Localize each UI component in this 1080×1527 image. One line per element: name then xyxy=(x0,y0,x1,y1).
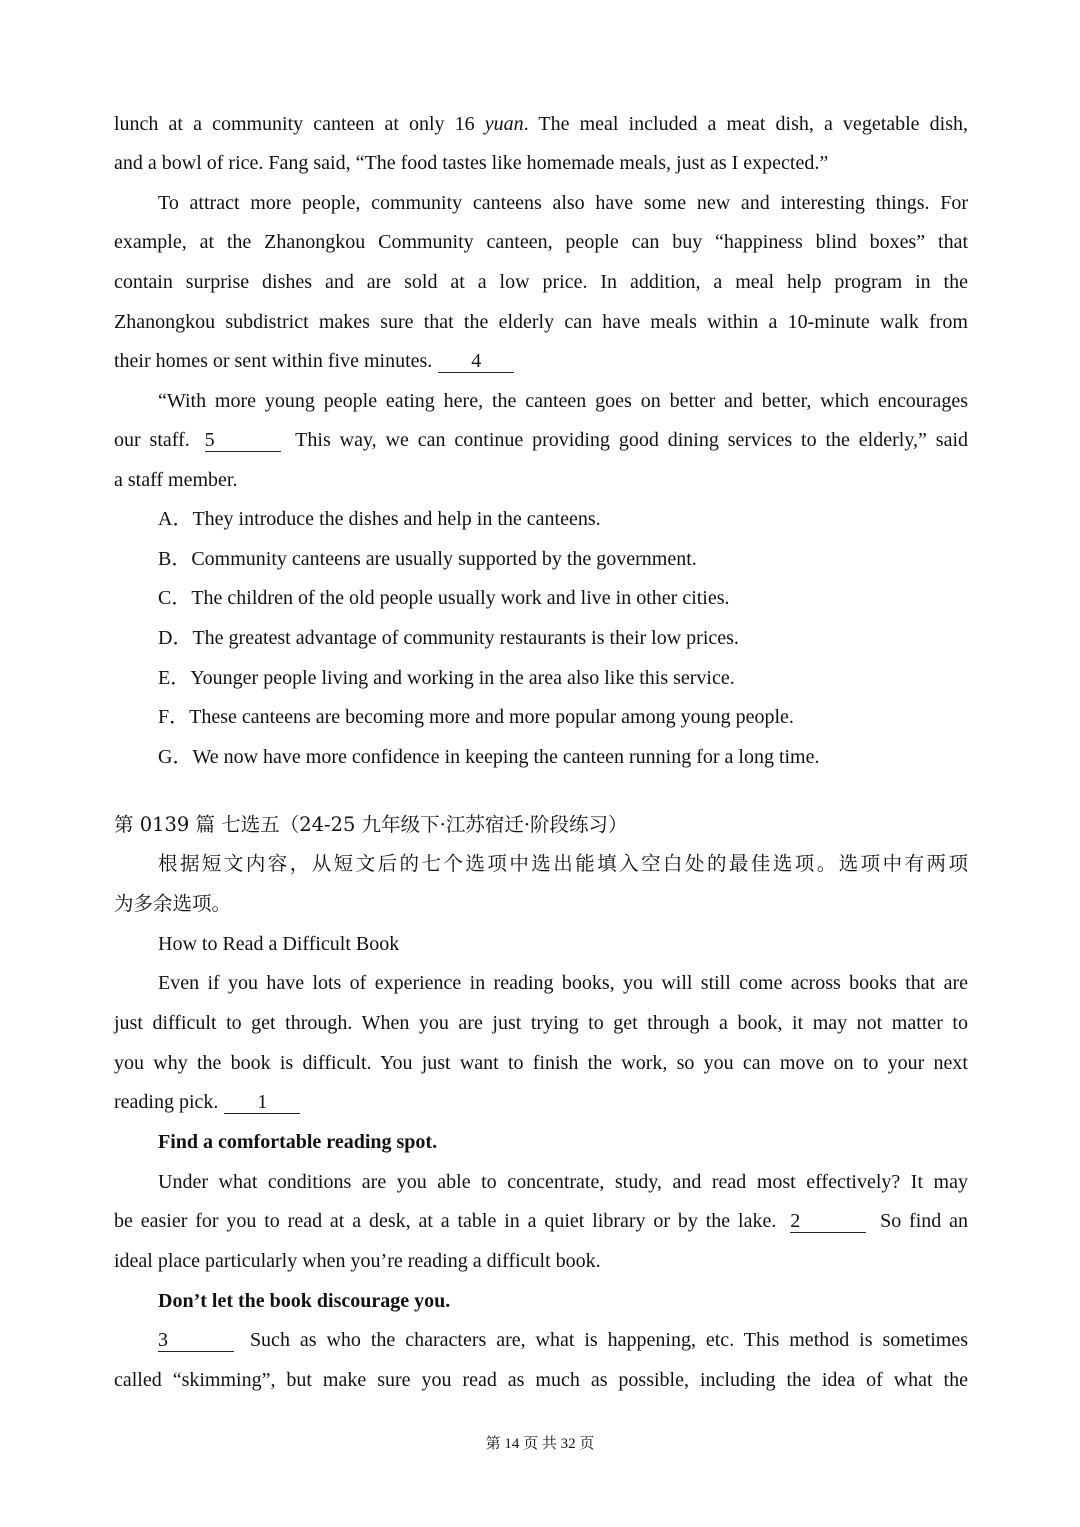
instructions-line: 根据短文内容，从短文后的七个选项中选出能填入空白处的最佳选项。选项中有两项 xyxy=(158,852,968,875)
answer-blank: 4 xyxy=(438,351,514,373)
option-item: F．These canteens are becoming more and more popular among young people. xyxy=(158,706,794,728)
paragraph-line: our staff. 5 This way, we can continue providing good dining services to the elderly,” said xyxy=(114,429,969,451)
option-item: A．They introduce the dishes and help in the canteens. xyxy=(158,508,601,530)
paragraph-line: contain surprise dishes and are sold at a low price. In addition, a meal help program in the xyxy=(114,271,968,293)
paragraph-line: you why the book is difficult. You just want to finish the work, so you can move on to your next xyxy=(114,1052,968,1074)
paragraph-line: example, at the Zhanongkou Community canteen, people can buy “happiness blind boxes” that xyxy=(114,231,968,253)
paragraph-line: lunch at a community canteen at only 16 yuan. The meal included a meat dish, a vegetable dish, xyxy=(114,113,969,135)
option-item: E．Younger people living and working in the area also like this service. xyxy=(158,667,735,689)
paragraph-line: be easier for you to read at a desk, at a table in a quiet library or by the lake. 2 So find an xyxy=(114,1210,969,1232)
answer-blank: 2 xyxy=(790,1211,866,1233)
option-item: B．Community canteens are usually supported by the government. xyxy=(158,548,697,570)
subheading: Don’t let the book discourage you. xyxy=(158,1290,451,1312)
paragraph-line: their homes or sent within five minutes. 4 xyxy=(114,347,968,375)
paragraph-line: called “skimming”, but make sure you read as much as possible, including the idea of what the xyxy=(114,1369,968,1391)
passage-title: How to Read a Difficult Book xyxy=(158,933,400,955)
answer-blank: 3 xyxy=(158,1330,234,1352)
section-heading: 第 0139 篇 七选五（24-25 九年级下·江苏宿迁·阶段练习） xyxy=(114,813,628,836)
option-item: D．The greatest advantage of community restaurants is their low prices. xyxy=(158,627,739,649)
paragraph-line: ideal place particularly when you’re reading a difficult book. xyxy=(114,1250,601,1272)
paragraph-line: and a bowl of rice. Fang said, “The food tastes like homemade meals, just as I expected.” xyxy=(114,152,829,174)
option-item: C．The children of the old people usually work and live in other cities. xyxy=(158,587,730,609)
answer-blank: 5 xyxy=(205,430,281,452)
paragraph-line: reading pick. 1 xyxy=(114,1088,968,1116)
paragraph-line: a staff member. xyxy=(114,469,238,491)
paragraph-line: just difficult to get through. When you are just trying to get through a book, it may not matter to xyxy=(114,1012,968,1034)
paragraph-line: 3 Such as who the characters are, what is happening, etc. This method is sometimes xyxy=(158,1329,969,1351)
option-item: G．We now have more confidence in keeping the canteen running for a long time. xyxy=(158,746,820,768)
paragraph-line: To attract more people, community canteens also have some new and interesting things. For xyxy=(158,192,968,214)
subheading: Find a comfortable reading spot. xyxy=(158,1131,438,1153)
page-number: 第 14 页 共 32 页 xyxy=(485,1436,595,1452)
paragraph-line: “With more young people eating here, the canteen goes on better and better, which encourages xyxy=(158,390,968,412)
instructions-line: 为多余选项。 xyxy=(114,892,232,915)
answer-blank: 1 xyxy=(224,1092,300,1114)
paragraph-line: Zhanongkou subdistrict makes sure that the elderly can have meals within a 10-minute walk from xyxy=(114,311,968,333)
paragraph-line: Even if you have lots of experience in reading books, you will still come across books that are xyxy=(158,972,968,994)
paragraph-line: Under what conditions are you able to concentrate, study, and read most effectively? It may xyxy=(158,1171,968,1193)
